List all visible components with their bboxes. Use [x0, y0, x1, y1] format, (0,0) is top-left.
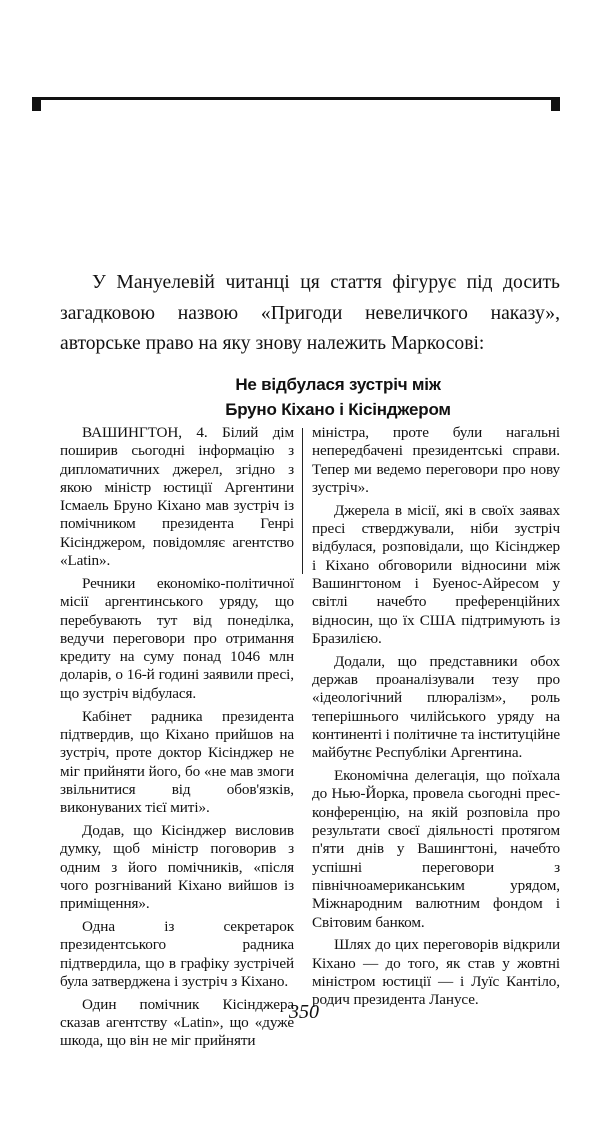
article-paragraph: Економічна делегація, що поїхала до Нью-Йорка, провела сьогодні прес-конференцію, на якій розповіла про результати своєї діяльності протягом п'яти днів у Вашингтоні, начебто успішні переговори з північноамериканським урядом, Міжнародним валютним фондом і Світовим банком.	[312, 767, 560, 931]
article-paragraph-continuation: міністра, проте були нагальні непередбачені президентські справи. Тепер ми ведемо переговори про нову зустріч».	[312, 424, 560, 496]
headline-line-1: Не відбулася зустріч між	[235, 375, 441, 394]
article-headline	[88, 372, 588, 422]
article-paragraph: Одна із секретарок президентського радника підтвердила, що в графіку зустрічей була затверджена і зустріч з Кіхано.	[60, 918, 294, 990]
rule-marker-left	[32, 100, 41, 111]
article-column-right	[312, 424, 560, 1014]
article-paragraph: Джерела в місії, які в своїх заявах пресі стверджували, ніби зустріч відбулася, розповідали, що Кісінджер і Кіхано обговорили відносини між Вашингтоном і Буенос-Айресом у світлі начебто преференційних відносин, що їх США підтримують із Бразилією.	[312, 501, 560, 647]
page-number: 350	[289, 1001, 319, 1023]
article-paragraph: Додали, що представники обох держав проаналізували тезу про «ідеологічний плюралізм», роль теперішнього чилійського уряду на континенті і політичне та інституційне майбутнє Республіки Аргентина.	[312, 652, 560, 762]
article-paragraph: Один помічник Кісінджера сказав агентству «Latin», що «дуже шкода, що він не міг прийняти	[60, 995, 294, 1050]
headline-line-2: Бруно Кіхано і Кісінджером	[225, 400, 451, 419]
article-column-left	[60, 424, 294, 1055]
rule-marker-right	[551, 100, 560, 111]
intro-paragraph: У Мануелевій читанці ця стаття фігурує під досить загадковою назвою «Пригоди невеличкого наказу», авторське право на яку знову належить Маркосові:	[60, 272, 560, 354]
article-paragraph: Додав, що Кісінджер висловив думку, щоб міністр поговорив з одним з його помічників, «після чого розгніваний Кіхано вийшов із приміщення».	[60, 822, 294, 913]
article-paragraph: ВАШИНГТОН, 4. Білий дім поширив сьогодні інформацію з дипломатичних джерел, згідно з якою міністр юстиції Аргентини Ісмаель Бруно Кіхано мав зустріч із помічником президента Генрі Кісінджером, повідомляє агентство «Latin».	[60, 424, 294, 570]
article-paragraph: Речники економіко-політичної місії аргентинського уряду, що перебувають тут від понеділка, ведучи переговори про отримання кредиту на суму понад 1046 млн доларів, о 16-й годині заявили пресі, що зустріч відбулася.	[60, 574, 294, 702]
article-paragraph: Шлях до цих переговорів відкрили Кіхано — до того, як став у жовтні міністром юстиції — і Луїс Кантіло, родич президента Ланусе.	[312, 936, 560, 1009]
article-paragraph: Кабінет радника президента підтвердив, що Кіхано прийшов на зустріч, проте доктор Кісінджер не міг прийняти його, бо «не мав змоги звільнитися від обов'язків, виконуваних тієї миті».	[60, 707, 294, 817]
column-divider	[302, 428, 303, 574]
top-rule	[32, 97, 560, 100]
